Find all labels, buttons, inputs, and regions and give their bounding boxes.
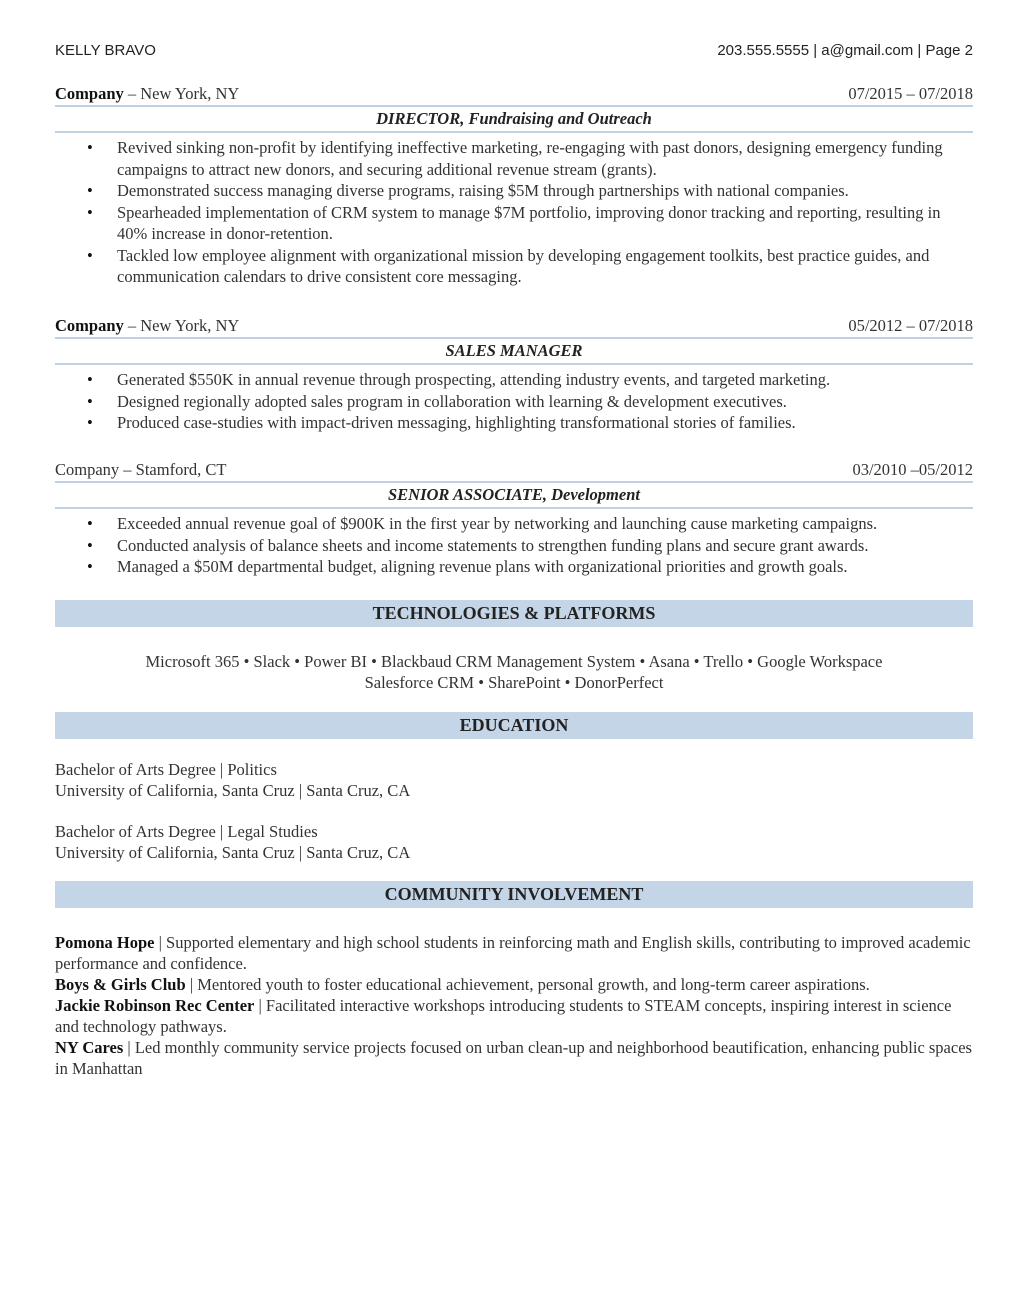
community-entry <box>55 1037 973 1079</box>
degree: Bachelor of Arts Degree | Legal Studies <box>55 822 318 841</box>
bullet: • Managed a $50M departmental budget, aligning revenue plans with organizational priorities and growth goals. <box>117 556 973 578</box>
section-heading-education: EDUCATION <box>55 712 973 739</box>
org-description: | Facilitated interactive workshops introducing students to STEAM concepts, inspiring interest in science and technology pathways. <box>55 996 952 1036</box>
job-3 <box>55 459 973 578</box>
education-entry <box>55 759 973 801</box>
community-entry <box>55 974 973 995</box>
education-entry <box>55 821 973 863</box>
job-title: SENIOR ASSOCIATE, Development <box>388 485 640 504</box>
org-name: NY Cares <box>55 1038 124 1057</box>
org-description: | Led monthly community service projects focused on urban clean-up and neighborhood beautification, enhancing public spaces in Manhattan <box>55 1038 972 1078</box>
org-name: Pomona Hope <box>55 933 155 952</box>
org-name: Boys & Girls Club <box>55 975 186 994</box>
bullet: • Generated $550K in annual revenue through prospecting, attending industry events, and targeted marketing. <box>117 369 973 391</box>
bullet: • Tackled low employee alignment with organizational mission by developing engagement toolkits, best practice guides, and communication calendars to drive consistent core messaging. <box>117 245 973 288</box>
contact-info: 203.555.5555 | a@gmail.com | Page 2 <box>717 42 973 59</box>
school: University of California, Santa Cruz | Santa Cruz, CA <box>55 843 411 862</box>
location: – New York, NY <box>123 316 240 335</box>
candidate-name: KELLY BRAVO <box>55 42 156 59</box>
bullet: • Spearheaded implementation of CRM system to manage $7M portfolio, improving donor tracking and reporting, resulting in 40% increase in donor-retention. <box>117 202 973 245</box>
community-entry <box>55 932 973 974</box>
school: University of California, Santa Cruz | Santa Cruz, CA <box>55 781 411 800</box>
community-list <box>55 932 973 1079</box>
location: – New York, NY <box>123 84 240 103</box>
section-heading-technologies: TECHNOLOGIES & PLATFORMS <box>55 600 973 627</box>
bullet: • Revived sinking non-profit by identifying ineffective marketing, re-engaging with past donors, designing emergency funding campaigns to attract new donors, and securing additional revenue stream (grants). <box>117 137 973 180</box>
dates: 03/2010 –05/2012 <box>852 460 973 479</box>
dates: 05/2012 – 07/2018 <box>848 316 973 335</box>
section-heading-community: COMMUNITY INVOLVEMENT <box>55 881 973 908</box>
tech-line: Microsoft 365 • Slack • Power BI • Blackbaud CRM Management System • Asana • Trello • Google Workspace <box>145 652 883 671</box>
job-2 <box>55 315 973 434</box>
dates: 07/2015 – 07/2018 <box>848 84 973 103</box>
tech-line: Salesforce CRM • SharePoint • DonorPerfect <box>364 673 664 692</box>
job-title: SALES MANAGER <box>445 341 583 360</box>
degree: Bachelor of Arts Degree | Politics <box>55 760 277 779</box>
page-header <box>55 42 973 59</box>
company: Company <box>55 316 124 335</box>
job-title: DIRECTOR, Fundraising and Outreach <box>376 109 652 128</box>
bullet: • Exceeded annual revenue goal of $900K in the first year by networking and launching cause marketing campaigns. <box>117 513 973 535</box>
community-entry <box>55 995 973 1037</box>
org-description: | Mentored youth to foster educational achievement, personal growth, and long-term career aspirations. <box>185 975 870 994</box>
job-1 <box>55 83 973 288</box>
bullet: • Demonstrated success managing diverse programs, raising $5M through partnerships with national companies. <box>117 180 973 202</box>
company: Company – Stamford, CT <box>55 460 227 479</box>
bullet: • Produced case-studies with impact-driven messaging, highlighting transformational stories of families. <box>117 412 973 434</box>
technologies-list <box>55 651 973 693</box>
bullet: • Designed regionally adopted sales program in collaboration with learning & development executives. <box>117 391 973 413</box>
org-description: | Supported elementary and high school students in reinforcing math and English skills, contributing to improved academic performance and confidence. <box>55 933 971 973</box>
company: Company <box>55 84 124 103</box>
org-name: Jackie Robinson Rec Center <box>55 996 255 1015</box>
bullet: • Conducted analysis of balance sheets and income statements to strengthen funding plans and secure grant awards. <box>117 535 973 557</box>
